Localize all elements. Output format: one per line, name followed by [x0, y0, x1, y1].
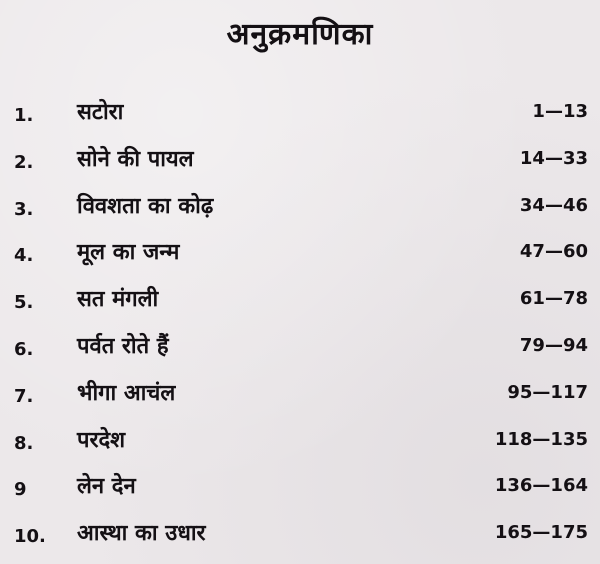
entry-pages: 165—175 [494, 522, 588, 544]
entry-number: 10. [14, 526, 46, 548]
table-of-contents [0, 92, 600, 560]
toc-entry [0, 279, 600, 326]
toc-entry [0, 326, 600, 373]
toc-entry [0, 186, 600, 233]
toc-entry [0, 513, 600, 560]
entry-pages: 34—46 [519, 194, 588, 216]
entry-number: 3. [14, 198, 34, 220]
entry-number: 2. [14, 151, 34, 173]
entry-pages: 47—60 [519, 241, 588, 263]
toc-entry [0, 420, 600, 467]
entry-title: पर्वत रोते हैं [77, 333, 169, 359]
toc-entry [0, 466, 600, 513]
entry-number: 6. [14, 338, 34, 360]
toc-entry [0, 92, 600, 139]
entry-title: सटोरा [77, 100, 124, 125]
entry-number: 9 [14, 479, 27, 501]
entry-number: 7. [14, 385, 34, 407]
entry-title: परदेश [77, 427, 126, 453]
toc-entry [0, 373, 600, 420]
entry-title: आस्था का उधार [77, 521, 206, 547]
entry-pages: 61—78 [519, 288, 588, 310]
entry-pages: 14—33 [519, 147, 588, 169]
entry-pages: 1—13 [532, 101, 588, 122]
entry-pages: 118—135 [494, 428, 588, 450]
entry-pages: 95—117 [507, 381, 588, 403]
entry-title: भीगा आचंल [77, 380, 176, 406]
entry-pages: 136—164 [494, 475, 588, 497]
entry-number: 5. [14, 292, 34, 314]
entry-title: सत मंगली [77, 287, 159, 313]
entry-title: मूल का जन्म [77, 240, 180, 266]
entry-title: सोने की पायल [77, 146, 194, 172]
toc-entry [0, 139, 600, 186]
entry-number: 8. [14, 432, 34, 454]
entry-number: 1. [14, 105, 34, 126]
entry-number: 4. [14, 245, 34, 267]
entry-title: विवशता का कोढ़ [77, 193, 214, 219]
entry-title: लेन देन [77, 474, 136, 500]
entry-pages: 79—94 [519, 334, 588, 356]
toc-entry [0, 232, 600, 279]
page-title: अनुक्रमणिका [226, 17, 374, 52]
